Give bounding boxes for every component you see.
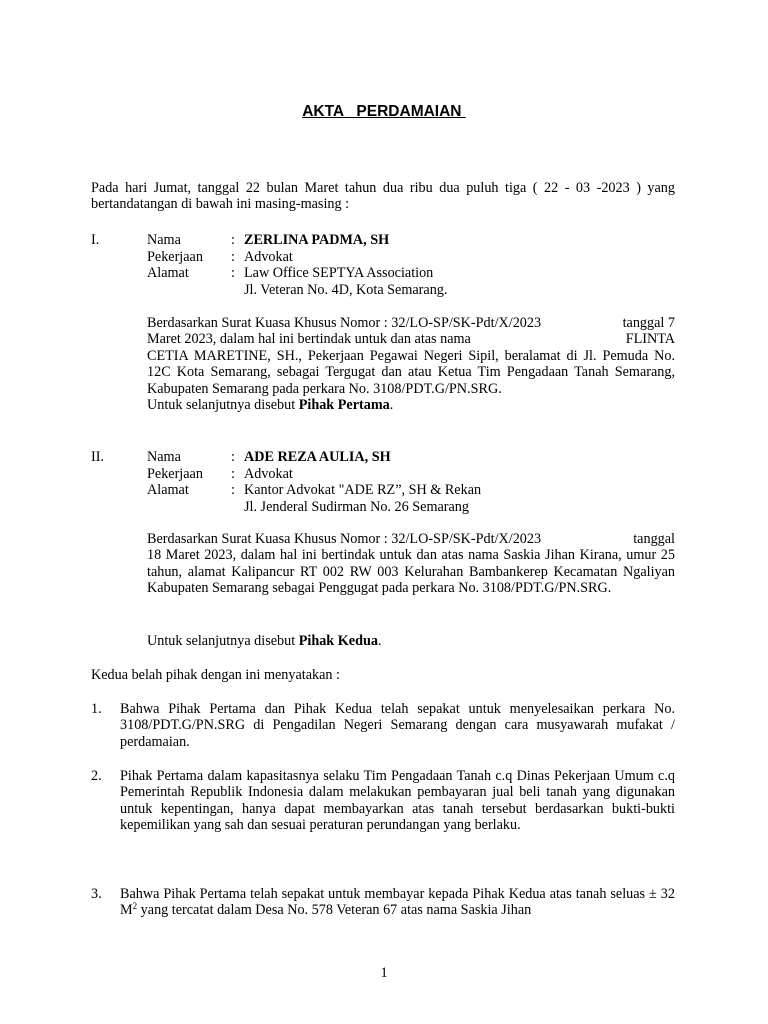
item-1-text: Bahwa Pihak Pertama dan Pihak Kedua telah sepakat untuk menyelesaikan perkara No. 3108/PDT.G/PN.SRG di Pengadilan Negeri Semarang dengan cara musyawarah mufakat / perdamaian. bbox=[120, 701, 675, 750]
party2-numeral: II. bbox=[91, 449, 104, 465]
party2-alias-line bbox=[147, 633, 382, 649]
statement-line: Kedua belah pihak dengan ini menyatakan : bbox=[91, 667, 340, 683]
party1-desc-line2-a: Maret 2023, dalam hal ini bertindak untuk dan atas nama bbox=[147, 331, 471, 348]
item-2-number: 2. bbox=[91, 768, 102, 784]
party1-desc-line1-a: Berdasarkan Surat Kuasa Khusus Nomor : 32/LO-SP/SK-Pdt/X/2023 bbox=[147, 315, 542, 331]
party1-name-label: Nama bbox=[147, 232, 181, 248]
party1-numeral: I. bbox=[91, 232, 100, 248]
party1-identity bbox=[147, 232, 675, 298]
party1-description bbox=[147, 315, 675, 413]
party1-job: Advokat bbox=[244, 248, 293, 265]
item-2-text: Pihak Pertama dalam kapasitasnya selaku Tim Pengadaan Tanah c.q Dinas Pekerjaan Umum c.q Pemerintah Republik Indonesia dalam melakukan pembayaran jual beli tanah yang digunakan untuk kepentingan, hanya dapat membayarkan atas tanah tersebut berdasarkan bukti-bukti kepemilikan yang sah dan sesuai peraturan perundangan yang berlaku. bbox=[120, 768, 675, 834]
party2-identity bbox=[147, 449, 675, 515]
party1-job-colon: : bbox=[231, 248, 235, 265]
item-3-text-a: Bahwa Pihak Pertama telah sepakat untuk membayar kepada Pihak Kedua atas tanah seluas ± 32 M bbox=[120, 886, 675, 919]
party1-job-label: Pekerjaan bbox=[147, 248, 203, 265]
party2-address-colon: : bbox=[231, 482, 235, 498]
party2-job: Advokat bbox=[244, 465, 293, 482]
party1-desc-line1-b: tanggal 7 bbox=[622, 315, 675, 331]
party2-desc-rest: 18 Maret 2023, dalam hal ini bertindak untuk dan atas nama Saskia Jihan Kirana, umur 25 tahun, alamat Kalipancur RT 002 RW 003 Kelurahan Bambankerep Kecamatan Ngaliyan Kabupaten Semarang sebagai Penggugat pada perkara No. 3108/PDT.G/PN.SRG. bbox=[147, 547, 675, 597]
party1-alias-prefix: Untuk selanjutnya disebut bbox=[147, 397, 299, 413]
party2-alias-suffix: . bbox=[377, 633, 382, 649]
party2-job-colon: : bbox=[231, 465, 235, 482]
party2-address-label: Alamat bbox=[147, 482, 189, 498]
party2-desc-line1-b: tanggal bbox=[633, 531, 675, 547]
party1-alias: Pihak Pertama bbox=[298, 397, 390, 413]
party1-address-line1: Law Office SEPTYA Association bbox=[244, 265, 434, 281]
item-3-text-b: yang tercatat dalam Desa No. 578 Veteran 67 atas nama Saskia Jihan bbox=[137, 902, 532, 919]
party1-desc-line2-b: FLINTA bbox=[625, 331, 675, 348]
party2-job-label: Pekerjaan bbox=[147, 465, 203, 482]
party1-address-line2: Jl. Veteran No. 4D, Kota Semarang. bbox=[244, 281, 448, 298]
intro-paragraph: Pada hari Jumat, tanggal 22 bulan Maret tahun dua ribu dua puluh tiga ( 22 - 03 -2023 ) yang bertandatangan di bawah ini masing-masing : bbox=[91, 180, 675, 213]
party1-address-colon: : bbox=[231, 265, 235, 281]
party2-alias-prefix: Untuk selanjutnya disebut bbox=[147, 633, 299, 649]
item-3-number: 3. bbox=[91, 886, 102, 902]
party1-name-colon: : bbox=[231, 232, 235, 248]
party2-address-line1: Kantor Advokat "ADE RZ”, SH & Rekan bbox=[244, 482, 482, 498]
item-1-number: 1. bbox=[91, 701, 102, 717]
party1-alias-suffix: . bbox=[389, 397, 394, 413]
party2-name: ADE REZA AULIA, SH bbox=[244, 449, 391, 465]
party1-alias-line bbox=[147, 397, 675, 413]
party1-address-label: Alamat bbox=[147, 265, 189, 281]
page-number: 1 bbox=[380, 965, 388, 981]
party1-desc-rest: CETIA MARETINE, SH., Pekerjaan Pegawai Negeri Sipil, beralamat di Jl. Pemuda No. 12C Kota Semarang, sebagai Tergugat dan atau Ketua Tim Pengadaan Tanah Semarang, Kabupaten Semarang pada perkara No. 3108/PDT.G/PN.SRG. bbox=[147, 347, 675, 397]
party2-alias: Pihak Kedua bbox=[298, 633, 378, 649]
party2-address-line2: Jl. Jenderal Sudirman No. 26 Semarang bbox=[244, 498, 469, 515]
party2-description bbox=[147, 531, 675, 597]
party2-name-colon: : bbox=[231, 449, 235, 465]
party1-name: ZERLINA PADMA, SH bbox=[244, 232, 390, 248]
party2-desc-line1-a: Berdasarkan Surat Kuasa Khusus Nomor : 32/LO-SP/SK-Pdt/X/2023 bbox=[147, 531, 542, 547]
party2-name-label: Nama bbox=[147, 449, 181, 465]
document-title: AKTA PERDAMAIAN bbox=[302, 103, 466, 120]
item-3-superscript: 2 bbox=[132, 901, 138, 912]
item-3-text bbox=[120, 886, 675, 919]
